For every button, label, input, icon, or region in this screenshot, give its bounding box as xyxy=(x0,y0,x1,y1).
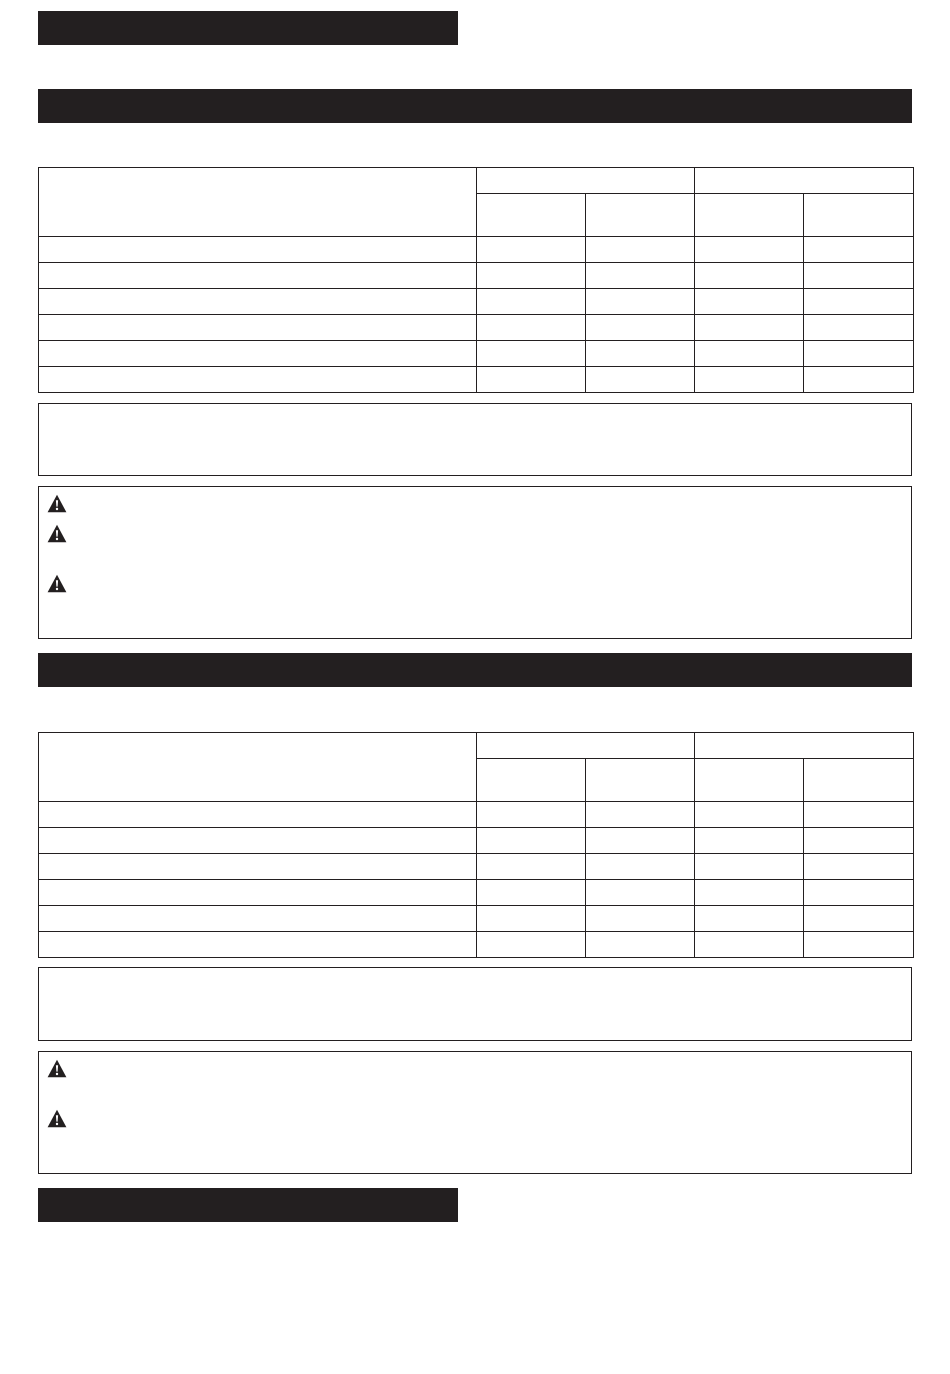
table-row xyxy=(39,802,914,828)
table-group-header xyxy=(695,733,914,759)
table-group-header xyxy=(477,168,695,194)
table-row xyxy=(39,828,914,854)
table-row xyxy=(39,315,914,341)
specifications-table-2 xyxy=(38,732,914,958)
warning-triangle-icon xyxy=(47,1059,67,1078)
table-header-label-cell xyxy=(39,733,477,802)
table-sub-header xyxy=(695,194,804,237)
table-row xyxy=(39,237,914,263)
section-heading-bar-2 xyxy=(38,89,912,123)
table-group-header xyxy=(477,733,695,759)
warning-triangle-icon xyxy=(47,1109,67,1128)
warning-triangle-icon xyxy=(47,574,67,593)
table-sub-header xyxy=(586,194,695,237)
section-heading-bar-4 xyxy=(38,1188,458,1222)
table-sub-header xyxy=(477,759,586,802)
table-row xyxy=(39,854,914,880)
specifications-table-1 xyxy=(38,167,914,393)
table-header-label-cell xyxy=(39,168,477,237)
section-heading-bar-1 xyxy=(38,11,458,45)
table-row xyxy=(39,880,914,906)
section-heading-bar-3 xyxy=(38,653,912,687)
table-sub-header xyxy=(477,194,586,237)
table-sub-header xyxy=(586,759,695,802)
warning-triangle-icon xyxy=(47,524,67,543)
warning-triangle-icon xyxy=(47,494,67,513)
note-box-1 xyxy=(38,403,912,476)
table-group-header xyxy=(695,168,914,194)
warning-box-1 xyxy=(38,486,912,639)
table-row xyxy=(39,367,914,393)
warning-box-2 xyxy=(38,1051,912,1174)
table-sub-header xyxy=(804,194,914,237)
table-row xyxy=(39,932,914,958)
table-sub-header xyxy=(695,759,804,802)
table-row xyxy=(39,263,914,289)
table-row xyxy=(39,289,914,315)
note-box-2 xyxy=(38,967,912,1041)
table-row xyxy=(39,341,914,367)
table-row xyxy=(39,906,914,932)
table-sub-header xyxy=(804,759,914,802)
